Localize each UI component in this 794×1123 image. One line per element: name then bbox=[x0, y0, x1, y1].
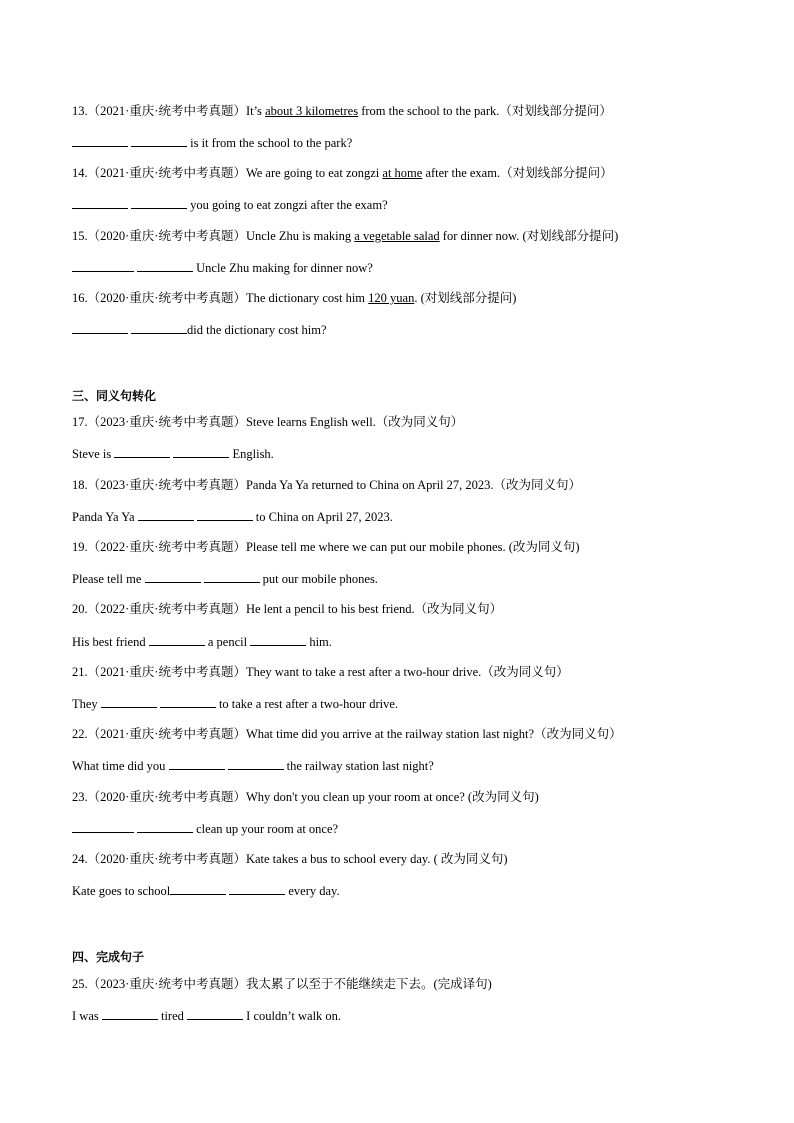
question-text-post: from the school to the park.（对划线部分提问） bbox=[358, 104, 612, 118]
answer-text-pre: I was bbox=[72, 1009, 102, 1023]
answer-blank[interactable] bbox=[114, 445, 170, 458]
question-text: Why don't you clean up your room at once? (改为同义句) bbox=[245, 790, 539, 804]
question-20 bbox=[72, 601, 502, 617]
answer-blank[interactable] bbox=[250, 633, 306, 646]
answer-blank[interactable] bbox=[102, 1007, 158, 1020]
question-text-post: after the exam.（对划线部分提问） bbox=[422, 166, 613, 180]
answer-text-pre: Panda Ya Ya bbox=[72, 510, 138, 524]
answer-text-pre: Steve is bbox=[72, 447, 115, 461]
underlined-part: 120 yuan bbox=[368, 291, 415, 305]
answer-14 bbox=[72, 196, 388, 212]
answer-blank[interactable] bbox=[72, 820, 134, 833]
answer-19 bbox=[72, 570, 378, 586]
question-number: 17. bbox=[72, 415, 88, 429]
answer-25 bbox=[72, 1007, 341, 1023]
question-text-post: . (对划线部分提问) bbox=[414, 291, 517, 305]
answer-text: is it from the school to the park? bbox=[187, 136, 353, 150]
question-text-post: for dinner now. (对划线部分提问) bbox=[439, 229, 619, 243]
question-number: 16. bbox=[72, 291, 88, 305]
answer-21 bbox=[72, 695, 398, 711]
answer-text: Uncle Zhu making for dinner now? bbox=[193, 261, 373, 275]
section-heading-4: 四、完成句子 bbox=[72, 950, 145, 964]
question-19 bbox=[72, 539, 580, 555]
question-number: 15. bbox=[72, 229, 88, 243]
question-number: 22. bbox=[72, 727, 88, 741]
answer-blank[interactable] bbox=[145, 570, 201, 583]
question-text: 我太累了以至于不能继续走下去。(完成译句) bbox=[245, 977, 492, 991]
question-source: （2021·重庆·统考中考真题） bbox=[87, 104, 246, 118]
answer-text-pre: Please tell me bbox=[72, 572, 145, 586]
answer-blank[interactable] bbox=[204, 570, 260, 583]
answer-blank[interactable] bbox=[131, 134, 187, 147]
question-21 bbox=[72, 664, 569, 680]
answer-text: him. bbox=[306, 635, 332, 649]
question-source: （2021·重庆·统考中考真题） bbox=[87, 727, 246, 741]
answer-blank[interactable] bbox=[169, 757, 225, 770]
question-source: （2020·重庆·统考中考真题） bbox=[87, 790, 246, 804]
answer-blank[interactable] bbox=[160, 695, 216, 708]
question-text-pre: We are going to eat zongzi bbox=[245, 166, 383, 180]
question-number: 20. bbox=[72, 602, 88, 616]
answer-16 bbox=[72, 321, 327, 337]
question-23 bbox=[72, 789, 539, 805]
question-14 bbox=[72, 165, 613, 181]
underlined-part: a vegetable salad bbox=[354, 229, 440, 243]
question-13 bbox=[72, 103, 612, 119]
question-15 bbox=[72, 228, 618, 244]
question-text: They want to take a rest after a two-hour drive.（改为同义句） bbox=[245, 665, 569, 679]
underlined-part: at home bbox=[382, 166, 423, 180]
answer-text-pre: What time did you bbox=[72, 759, 169, 773]
answer-blank[interactable] bbox=[137, 259, 193, 272]
question-22 bbox=[72, 726, 622, 742]
answer-blank[interactable] bbox=[173, 445, 229, 458]
question-text: Panda Ya Ya returned to China on April 27, 2023.（改为同义句） bbox=[245, 478, 582, 492]
question-source: （2021·重庆·统考中考真题） bbox=[87, 166, 246, 180]
question-number: 19. bbox=[72, 540, 88, 554]
question-number: 13. bbox=[72, 104, 88, 118]
question-text: Please tell me where we can put our mobile phones. (改为同义句) bbox=[245, 540, 580, 554]
answer-text-pre: Kate goes to school bbox=[72, 884, 171, 898]
answer-blank[interactable] bbox=[149, 633, 205, 646]
answer-blank[interactable] bbox=[101, 695, 157, 708]
answer-blank[interactable] bbox=[229, 882, 285, 895]
answer-blank[interactable] bbox=[131, 196, 187, 209]
question-number: 14. bbox=[72, 166, 88, 180]
answer-13 bbox=[72, 134, 352, 150]
answer-18 bbox=[72, 508, 393, 524]
question-source: （2022·重庆·统考中考真题） bbox=[87, 602, 246, 616]
answer-blank[interactable] bbox=[138, 508, 194, 521]
question-text: What time did you arrive at the railway station last night?（改为同义句） bbox=[245, 727, 622, 741]
question-source: （2022·重庆·统考中考真题） bbox=[87, 540, 246, 554]
question-source: （2023·重庆·统考中考真题） bbox=[87, 977, 246, 991]
question-number: 25. bbox=[72, 977, 88, 991]
answer-blank[interactable] bbox=[72, 321, 128, 334]
answer-text: you going to eat zongzi after the exam? bbox=[187, 198, 388, 212]
question-text-pre: Uncle Zhu is making bbox=[245, 229, 355, 243]
question-source: （2023·重庆·统考中考真题） bbox=[87, 415, 246, 429]
question-source: （2020·重庆·统考中考真题） bbox=[87, 291, 246, 305]
answer-15 bbox=[72, 259, 373, 275]
answer-24 bbox=[72, 882, 340, 898]
question-text: He lent a pencil to his best friend.（改为同义句） bbox=[245, 602, 503, 616]
question-text: Kate takes a bus to school every day. ( 改为同义句) bbox=[245, 852, 508, 866]
question-24 bbox=[72, 851, 508, 867]
answer-text: to China on April 27, 2023. bbox=[252, 510, 393, 524]
question-number: 23. bbox=[72, 790, 88, 804]
underlined-part: about 3 kilometres bbox=[265, 104, 359, 118]
question-25 bbox=[72, 976, 492, 992]
question-number: 18. bbox=[72, 478, 88, 492]
answer-blank[interactable] bbox=[228, 757, 284, 770]
question-text: Steve learns English well.（改为同义句） bbox=[245, 415, 464, 429]
answer-blank[interactable] bbox=[72, 259, 134, 272]
answer-text: put our mobile phones. bbox=[259, 572, 378, 586]
question-source: （2020·重庆·统考中考真题） bbox=[87, 229, 246, 243]
answer-22 bbox=[72, 757, 434, 773]
answer-text: to take a rest after a two-hour drive. bbox=[215, 697, 399, 711]
answer-text: English. bbox=[229, 447, 274, 461]
question-number: 24. bbox=[72, 852, 88, 866]
answer-text: the railway station last night? bbox=[283, 759, 434, 773]
answer-20 bbox=[72, 633, 332, 649]
answer-text: I couldn’t walk on. bbox=[243, 1009, 342, 1023]
question-source: （2020·重庆·统考中考真题） bbox=[87, 852, 246, 866]
question-source: （2023·重庆·统考中考真题） bbox=[87, 478, 246, 492]
answer-blank[interactable] bbox=[197, 508, 253, 521]
answer-text: clean up your room at once? bbox=[193, 822, 339, 836]
answer-text-mid: tired bbox=[157, 1009, 188, 1023]
question-number: 21. bbox=[72, 665, 88, 679]
question-source: （2021·重庆·统考中考真题） bbox=[87, 665, 246, 679]
answer-blank[interactable] bbox=[72, 134, 128, 147]
question-18 bbox=[72, 477, 581, 493]
answer-blank[interactable] bbox=[170, 882, 226, 895]
answer-text-mid: a pencil bbox=[204, 635, 251, 649]
answer-text-pre: They bbox=[72, 697, 101, 711]
answer-text: every day. bbox=[285, 884, 340, 898]
question-text-pre: The dictionary cost him bbox=[245, 291, 369, 305]
section-heading-3: 三、同义句转化 bbox=[72, 389, 157, 403]
answer-17 bbox=[72, 445, 274, 461]
question-17 bbox=[72, 414, 463, 430]
question-text-pre: It’s bbox=[245, 104, 266, 118]
answer-blank[interactable] bbox=[131, 321, 187, 334]
question-16 bbox=[72, 290, 516, 306]
answer-text-pre: His best friend bbox=[72, 635, 149, 649]
answer-23 bbox=[72, 820, 338, 836]
answer-blank[interactable] bbox=[187, 1007, 243, 1020]
answer-blank[interactable] bbox=[72, 196, 128, 209]
answer-text: did the dictionary cost him? bbox=[187, 323, 327, 337]
answer-blank[interactable] bbox=[137, 820, 193, 833]
